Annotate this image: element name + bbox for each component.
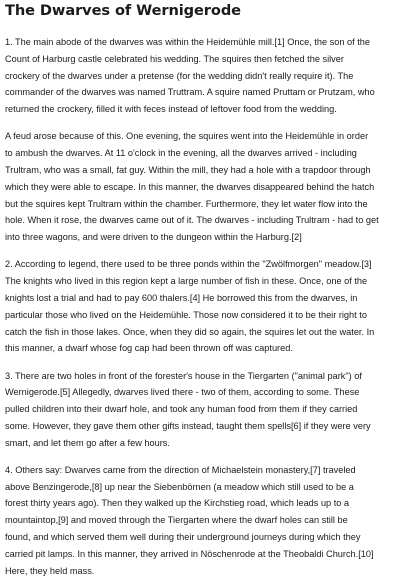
text-line: returned the crockery, filled it with feces instead of leftover food from the wedding. <box>5 104 337 115</box>
text-line: found, and which served them well during their underground journeys during which they <box>5 532 361 543</box>
text-line: into three wagons, and were driven to the dungeon within the Harburg.[2] <box>5 232 302 243</box>
text-line: 3. There are two holes in front of the forester's house in the Tiergarten ("animal park") of <box>5 370 362 381</box>
text-line: commander of the dwarves was named Truttram. A squire named Pruttam or Prutzam, who <box>5 87 375 98</box>
paragraph-1 <box>5 34 409 118</box>
text-line: knights lost a trial and had to pay 600 thalers.[4] He borrowed this from the dwarves, in <box>5 292 358 303</box>
text-line: catch the fish in those lakes. Once, when they did so again, the squires let out the water. In <box>5 326 375 337</box>
text-line: Trultram, who was a small, fat guy. Within the mill, they had a hole with a trapdoor through <box>5 164 371 175</box>
text-line: 2. According to legend, there used to be three ponds within the "Zwölfmorgen" meadow.[3] <box>5 259 372 270</box>
text-line: this manner, a dwarf whose fog cap had been thrown off was captured. <box>5 343 293 354</box>
text-line: Wernigerode.[5] Allegedly, dwarves lived there - two of them, according to some. These <box>5 387 360 398</box>
text-line: 1. The main abode of the dwarves was within the Heidemühle mill.[1] Once, the son of the <box>5 37 370 47</box>
paragraph-3 <box>5 256 409 357</box>
text-line: Count of Harburg castle celebrated his wedding. The squires then fetched the silver <box>5 53 344 64</box>
text-line: some. However, they gave them other gifts instead, taught them spells[6] if they were very <box>5 420 371 431</box>
text-line: crockery of the dwarves under a pretense (for the wedding didn't really require it). The <box>5 70 354 81</box>
text-line: forest thirty years ago). Then they walked up the Kirchstieg road, which leads up to a <box>5 498 350 509</box>
text-line: pulled children into their dwarf hole, and took any human food from them if they carried <box>5 404 358 415</box>
text-line: 4. Others say: Dwarves came from the direction of Michaelstein monastery,[7] traveled <box>5 464 356 475</box>
text-line: which they were able to escape. In this manner, the dwarves disappeared behind the hatch <box>5 181 375 192</box>
paragraph-4 <box>5 368 409 452</box>
text-line: but the squires kept Trultram within the chamber. Furthermore, they let water flow into the <box>5 198 368 209</box>
paragraph-2 <box>5 128 409 246</box>
text-line: mountaintop,[9] and moved through the Tiergarten where the dwarf holes can still be <box>5 515 348 526</box>
text-line: A feud arose because of this. One evening, the squires went into the Heidemühle in order <box>5 131 369 142</box>
text-line: hole. When it rose, the dwarves came out of it. The dwarves - including Trultram - had to get <box>5 215 379 226</box>
page-title: The Dwarves of Wernigerode <box>5 2 241 19</box>
paragraph-5 <box>5 462 409 579</box>
text-line: above Benzingerode,[8] up near the Siebenbörnen (a meadow which still used to be a <box>5 481 354 492</box>
text-line: Here, they held mass. <box>5 565 95 576</box>
text-line: smart, and let them go after a few hours. <box>5 437 170 448</box>
text-line: The knights who lived in this region kept a large number of fish in these. Once, one of the <box>5 276 368 287</box>
text-line: to ambush the dwarves. At 11 o'clock in the evening, all the dwarves arrived - including <box>5 148 357 159</box>
text-line: carried pit lamps. In this manner, they arrived in Nöschenrode at the Theobaldi Church.[10] <box>5 548 374 559</box>
document-body <box>5 34 409 579</box>
text-line: particular those who lived on the Heidemühle. Those now considered it to be their right to <box>5 309 367 320</box>
